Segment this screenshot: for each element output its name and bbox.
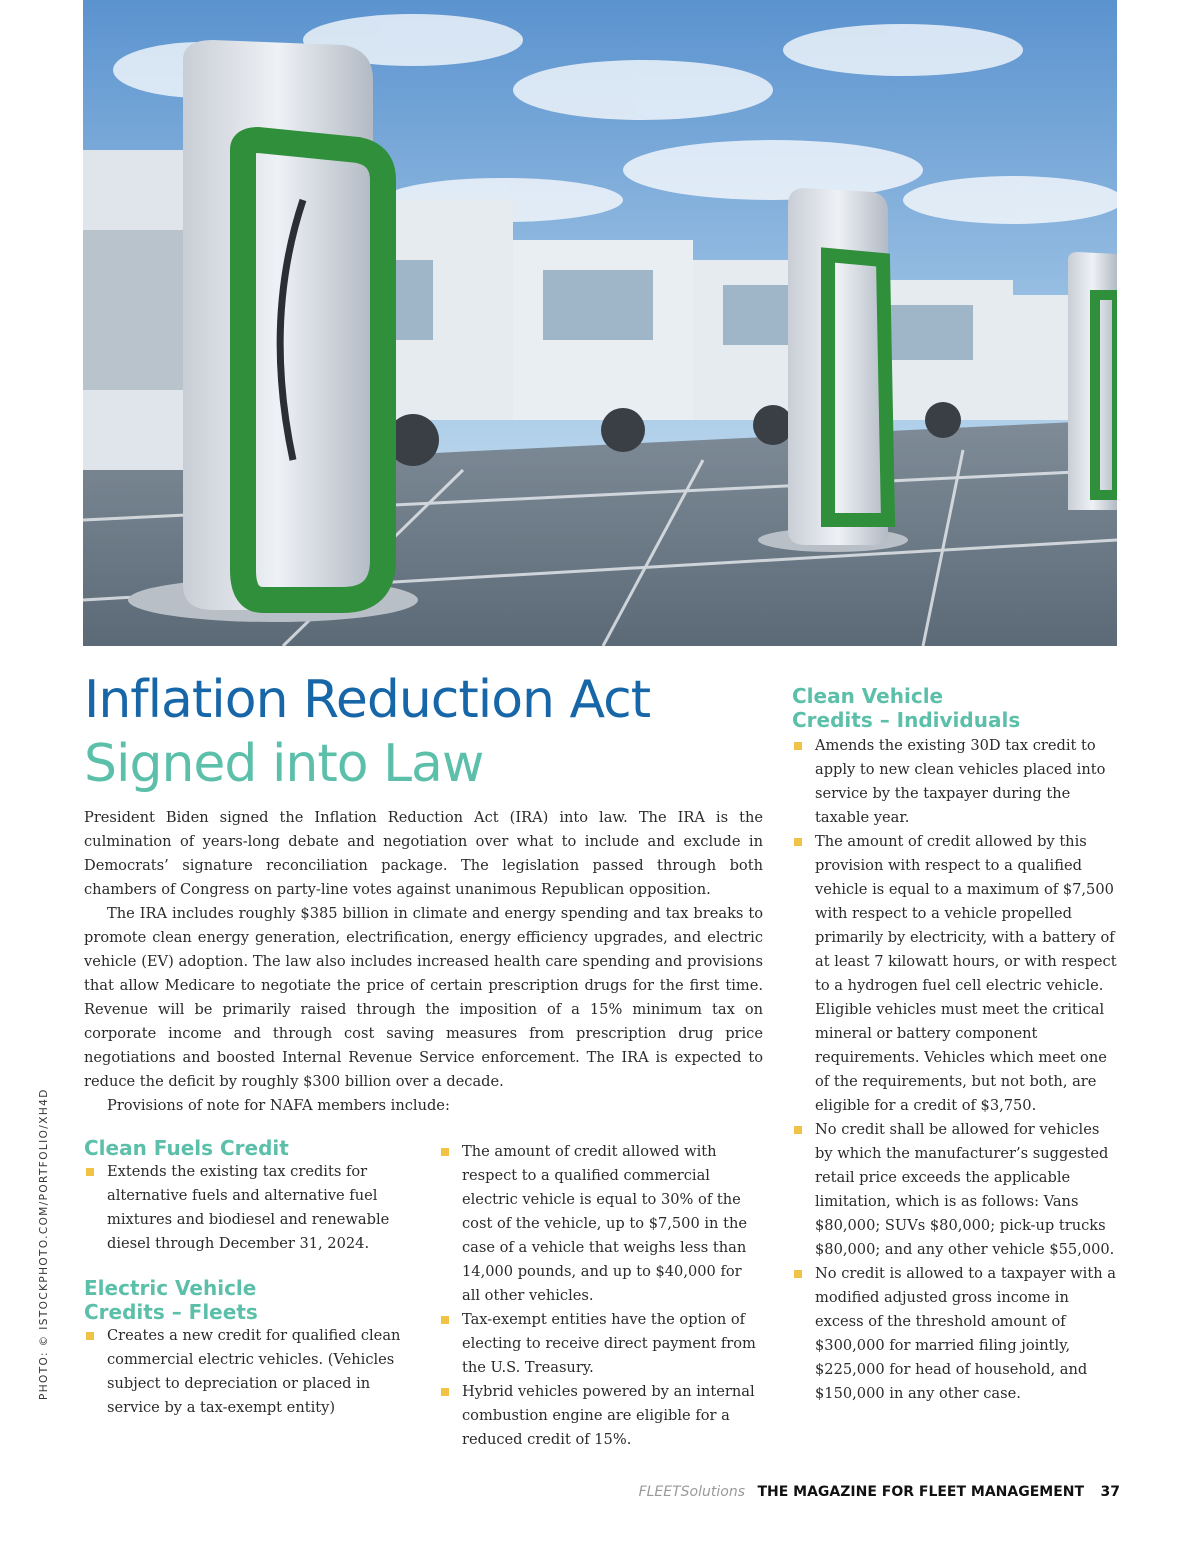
list-item-text: Hybrid vehicles powered by an internal combustion engine are eligible for a reduced credit of 15%. bbox=[462, 1383, 755, 1448]
bullet-list bbox=[792, 734, 1118, 1406]
bullet-list bbox=[84, 1324, 404, 1420]
heading-line: Credits – Individuals bbox=[792, 708, 1021, 732]
list-item-text: Extends the existing tax credits for alternative fuels and alternative fuel mixtures and biodiesel and renewable diesel through December 31, 2024. bbox=[107, 1163, 390, 1252]
hero-photo bbox=[83, 0, 1117, 646]
list-item bbox=[792, 1118, 1118, 1262]
bullet-list bbox=[439, 1140, 764, 1452]
section-heading-individuals bbox=[792, 684, 1118, 732]
list-item-text: Amends the existing 30D tax credit to apply to new clean vehicles placed into service by the taxpayer during the taxable year. bbox=[815, 737, 1106, 826]
heading-line: Credits – Fleets bbox=[84, 1300, 258, 1324]
bullet-square-icon bbox=[86, 1332, 94, 1340]
list-item bbox=[84, 1160, 404, 1256]
bullet-square-icon bbox=[441, 1148, 449, 1156]
list-item bbox=[439, 1380, 764, 1452]
list-item bbox=[792, 734, 1118, 830]
section-heading-clean-fuels: Clean Fuels Credit bbox=[84, 1136, 289, 1160]
bullet-square-icon bbox=[794, 838, 802, 846]
intro-paragraph: President Biden signed the Inflation Reduction Act (IRA) into law. The IRA is the culmination of years-long debate and negotiation over what to include and exclude in Democrats’ signature reconciliation package. The legislation passed through both chambers of Congress on party-line votes against unanimous Republican opposition. bbox=[84, 809, 763, 898]
photo-credit: PHOTO: © ISTOCKPHOTO.COM/PORTFOLIO/XH4D bbox=[38, 1088, 50, 1400]
list-item-text: Tax-exempt entities have the option of electing to receive direct payment from the U.S. Treasury. bbox=[462, 1311, 756, 1376]
magazine-tagline: THE MAGAZINE FOR FLEET MANAGEMENT bbox=[757, 1484, 1085, 1500]
list-item bbox=[439, 1308, 764, 1380]
intro-paragraph: The IRA includes roughly $385 billion in climate and energy spending and tax breaks to promote clean energy generation, electrification, energy efficiency upgrades, and electric vehicle (EV) adoption. The law also includes increased health care spending and provisions that allow Medicare to negotiate the price of certain prescription drugs for the first time. Revenue will be primarily raised through the imposition of a 15% minimum tax on corporate income and through cost saving measures from prescription drug price negotiations and boosted Internal Revenue Service enforcement. The IRA is expected to reduce the deficit by roughly $300 billion over a decade. bbox=[84, 905, 763, 1090]
page-number: 37 bbox=[1100, 1484, 1120, 1500]
list-item-text: The amount of credit allowed with respect to a qualified commercial electric vehicle is equal to 30% of the cost of the vehicle, up to $7,500 in the case of a vehicle that weighs less than 14,000 pounds, and up to $40,000 for all other vehicles. bbox=[462, 1143, 747, 1304]
intro-paragraph: Provisions of note for NAFA members include: bbox=[107, 1097, 450, 1114]
column-left bbox=[84, 1136, 404, 1420]
bullet-list bbox=[84, 1160, 404, 1256]
title-line-1: Inflation Reduction Act bbox=[84, 670, 651, 730]
list-item bbox=[792, 1262, 1118, 1406]
list-item bbox=[792, 830, 1118, 1118]
heading-line: Clean Vehicle bbox=[792, 684, 944, 708]
article-title bbox=[84, 668, 764, 796]
section-heading-ev-fleets bbox=[84, 1276, 404, 1324]
list-item bbox=[84, 1324, 404, 1420]
list-item-text: No credit is allowed to a taxpayer with a modified adjusted gross income in excess of the threshold amount of $300,000 for married filing jointly, $225,000 for head of household, and $150,000 in any other case. bbox=[815, 1265, 1116, 1402]
title-line-2: Signed into Law bbox=[84, 734, 484, 794]
bullet-square-icon bbox=[794, 742, 802, 750]
page-footer bbox=[639, 1484, 1120, 1500]
intro-text bbox=[84, 806, 763, 1118]
list-item-text: The amount of credit allowed by this provision with respect to a qualified vehicle is equal to a maximum of $7,500 with respect to a vehicle propelled primarily by electricity, with a battery of at least 7 kilowatt hours, or with respect to a hydrogen fuel cell electric vehicle. Eligible vehicles must meet the critical mineral or battery component requirements. Vehicles which meet one of the requirements, but not both, are eligible for a credit of $3,750. bbox=[815, 833, 1117, 1114]
bullet-square-icon bbox=[441, 1388, 449, 1396]
list-item-text: No credit shall be allowed for vehicles by which the manufacturer’s suggested retail price exceeds the applicable limitation, which is as follows: Vans $80,000; SUVs $80,000; pick-up trucks $80,000; and any other vehicle $55,000. bbox=[815, 1121, 1115, 1258]
bullet-square-icon bbox=[794, 1270, 802, 1278]
column-middle bbox=[439, 1140, 764, 1452]
magazine-brand: FLEETSolutions bbox=[638, 1484, 745, 1500]
heading-line: Electric Vehicle bbox=[84, 1276, 257, 1300]
list-item bbox=[439, 1140, 764, 1308]
bullet-square-icon bbox=[86, 1168, 94, 1176]
list-item-text: Creates a new credit for qualified clean commercial electric vehicles. (Vehicles subject to depreciation or placed in service by a tax-exempt entity) bbox=[107, 1327, 401, 1416]
column-right bbox=[792, 684, 1118, 1406]
bullet-square-icon bbox=[794, 1126, 802, 1134]
bullet-square-icon bbox=[441, 1316, 449, 1324]
